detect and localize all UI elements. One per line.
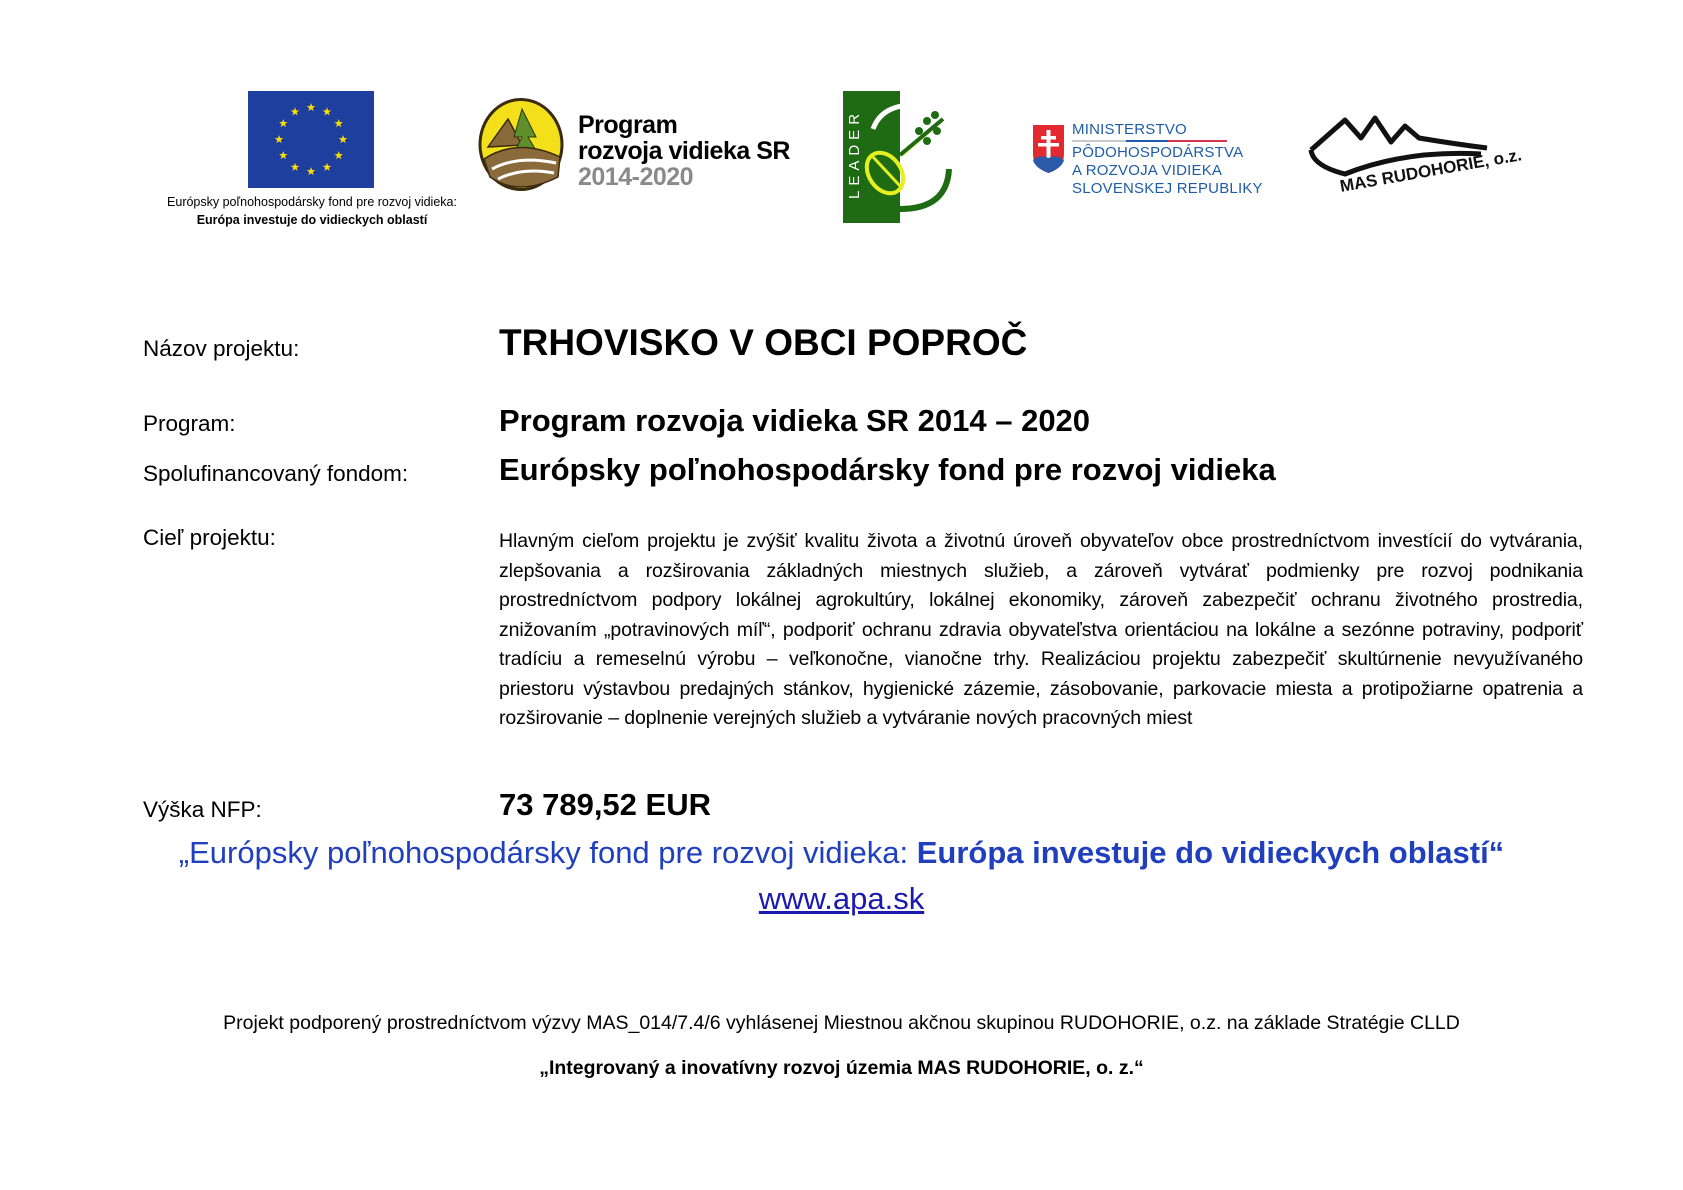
goal-label: Cieľ projektu: xyxy=(143,525,276,550)
eu-logo-caption xyxy=(152,193,472,229)
eu-caption-line1: Európsky poľnohospodársky fond pre rozvoj vidieka: xyxy=(167,195,457,209)
footer-strategy-title: „Integrovaný a inovatívny rozvoj územia MAS RUDOHORIE, o. z.“ xyxy=(539,1057,1144,1079)
slovak-coat-of-arms-icon xyxy=(1032,124,1065,174)
program-label: Program: xyxy=(143,411,236,436)
eu-caption-line2: Európa investuje do vidieckych oblastí xyxy=(196,213,428,227)
project-name-value: TRHOVISKO V OBCI POPROČ xyxy=(499,322,1028,363)
apa-link-row xyxy=(0,881,1683,917)
ministry-line1: MINISTERSTVO xyxy=(1072,121,1187,138)
fund-value: Európsky poľnohospodársky fond pre rozvoj vidieka xyxy=(499,452,1276,487)
eu-star-icon xyxy=(291,163,300,171)
ministry-logo-text xyxy=(1072,121,1263,198)
leader-logo xyxy=(843,91,955,223)
ministry-line4: SLOVENSKEJ REPUBLIKY xyxy=(1072,180,1263,197)
eu-star-icon xyxy=(275,135,284,143)
eu-star-icon xyxy=(334,151,343,159)
eu-star-icon xyxy=(323,107,332,115)
apa-website-link[interactable]: www.apa.sk xyxy=(758,881,925,916)
nfp-label: Výška NFP: xyxy=(143,797,262,822)
ministry-line3: A ROZVOJA VIDIEKA xyxy=(1072,162,1223,179)
project-name-label: Názov projektu: xyxy=(143,336,300,361)
prv-emblem-icon xyxy=(478,97,564,192)
tagline-regular: „Európsky poľnohospodársky fond pre rozvoj vidieka: xyxy=(178,835,917,870)
eu-stars-icon xyxy=(248,91,374,188)
program-value: Program rozvoja vidieka SR 2014 – 2020 xyxy=(499,403,1091,438)
eu-star-icon xyxy=(279,151,288,159)
prv-line1: Program xyxy=(578,111,678,139)
eu-star-icon xyxy=(279,119,288,127)
prv-logo-text xyxy=(578,112,790,190)
mas-logo-text: MAS RUDOHORIE, o.z. xyxy=(1338,145,1524,196)
eu-star-icon xyxy=(307,167,316,175)
fund-label: Spolufinancovaný fondom: xyxy=(143,461,409,486)
tagline-bold: Európa investuje do vidieckych oblastí“ xyxy=(916,835,1505,870)
leader-text: LEADER xyxy=(846,108,863,199)
footer-call-info: Projekt podporený prostredníctvom výzvy MAS_014/7.4/6 vyhlásenej Miestnou akčnou skupinou RUDOHORIE, o.z. na základe Stratégie CLLD xyxy=(223,1012,1460,1034)
eafrd-tagline xyxy=(0,835,1683,871)
eu-flag-logo xyxy=(248,91,374,188)
ministry-line2: PÔDOHOSPODÁRSTVA xyxy=(1072,144,1244,161)
eu-star-icon xyxy=(339,135,348,143)
prv-line2: rozvoja vidieka SR xyxy=(578,137,790,165)
eu-star-icon xyxy=(291,107,300,115)
nfp-value: 73 789,52 EUR xyxy=(499,787,711,822)
eu-star-icon xyxy=(334,119,343,127)
eu-star-icon xyxy=(323,163,332,171)
goal-text: Hlavným cieľom projektu je zvýšiť kvalitu života a životnú úroveň obyvateľov obce prostredníctvom investícií do vytvárania, zlepšovania a rozširovania základných miestnych služieb, a zároveň vytvárať podmienky pre rozvoj podnikania prostredníctvom podpory lokálnej agrokultúry, lokálnej ekonomiky, zároveň zabezpečiť ochranu životného prostredia, znižovaním „potravinových míľ“, podporiť ochranu zdravia obyvateľstva orientáciou na lokálne a sezónne potraviny, podporiť tradíciu a remeselnú výrobu – veľkonočne, vianočne trhy. Realizáciou projektu zabezpečiť skultúrnenie nevyužívaného priestoru výstavbou predajných stánkov, hygienické zázemie, zásobovanie, parkovacie miesta a protipožiarne opatrenia a rozširovanie – doplnenie verejných služieb a vytváranie nových pracovných miest xyxy=(499,530,1583,729)
eu-star-icon xyxy=(307,103,316,111)
mas-rudohorie-logo xyxy=(1305,108,1524,198)
ministry-rule xyxy=(1072,140,1227,142)
prv-years: 2014-2020 xyxy=(578,163,694,191)
